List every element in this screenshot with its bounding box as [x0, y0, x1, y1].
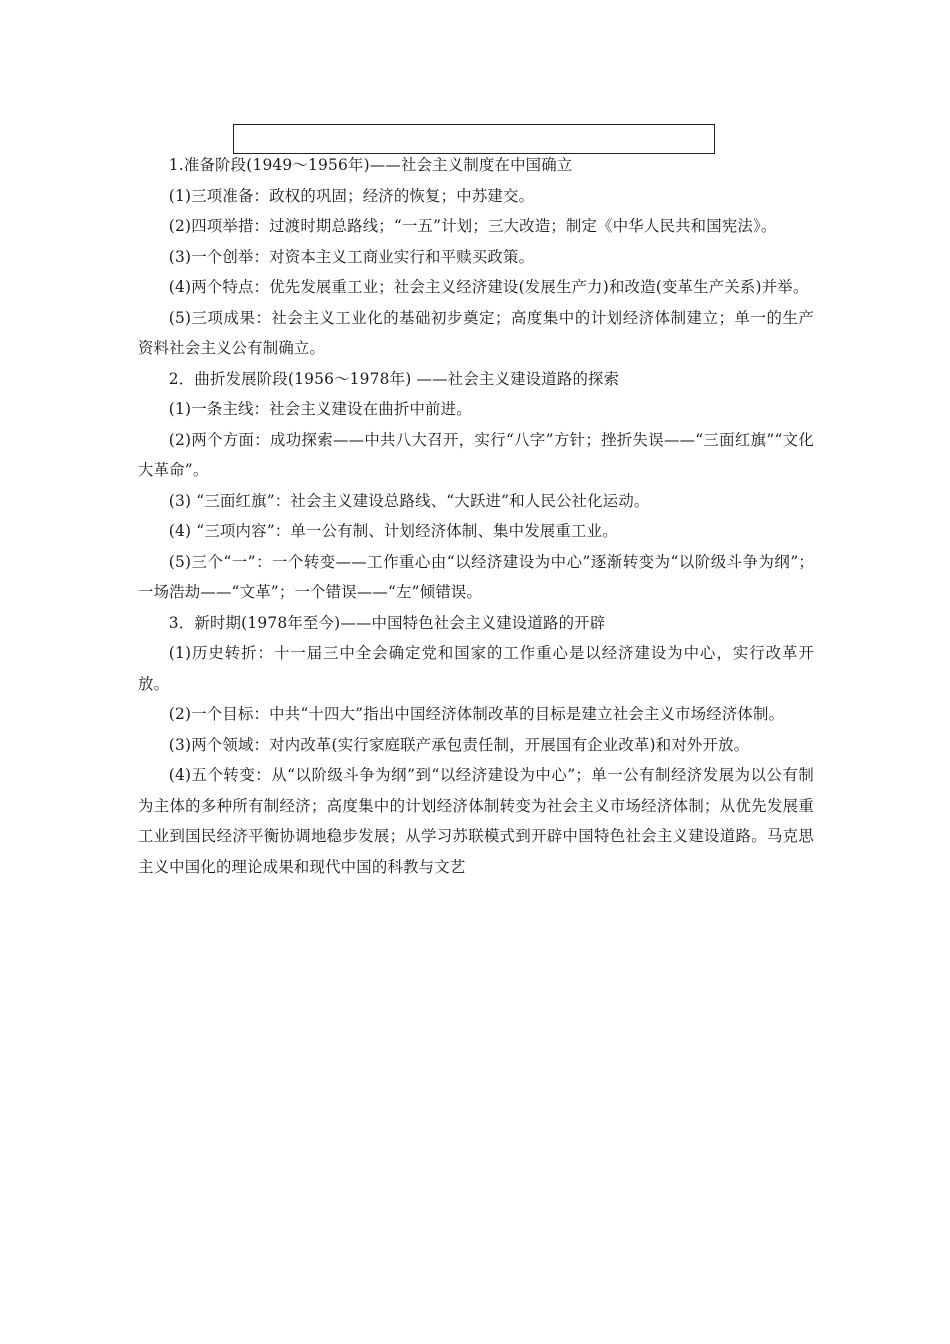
paragraph-1-4: (4)两个特点：优先发展重工业；社会主义经济建设(发展生产力)和改造(变革生产关系)并举。: [168, 278, 809, 296]
paragraph-3-4: (4)五个转变：从“以阶级斗争为纲”到“以经济建设为中心”；单一公有制经济发展为以公有制为主体的多种所有制经济；高度集中的计划经济体制转变为社会主义市场经济体制；从优先发展重工业到国民经济平衡协调地稳步发展；从学习苏联模式到开辟中国特色社会主义建设道路。马克思主义中国化的理论成果和现代中国的科教与文艺: [138, 766, 814, 876]
paragraph-2-3: (3) “三面红旗”：社会主义建设总路线、“大跃进”和人民公社化运动。: [168, 491, 650, 510]
paragraph-2-5: (5)三个“一”：一个转变——工作重心由“以经济建设为中心”逐渐转变为“以阶级斗争为纲”；一场浩劫——“文革”；一个错误——“左”倾错误。: [138, 552, 814, 601]
section-heading-2: 2．曲折发展阶段(1956～1978年) ——社会主义建设道路的探索: [168, 369, 620, 388]
paragraph-1-5: (5)三项成果：社会主义工业化的基础初步奠定；高度集中的计划经济体制建立；单一的生产资料社会主义公有制确立。: [138, 308, 814, 357]
paragraph-1-1: (1)三项准备：政权的巩固；经济的恢复；中苏建交。: [168, 186, 535, 205]
document-body: [138, 150, 814, 882]
paragraph-2-4: (4) “三项内容”：单一公有制、计划经济体制、集中发展重工业。: [168, 522, 618, 540]
section-heading-1: 1.准备阶段(1949～1956年)——社会主义制度在中国确立: [168, 156, 573, 174]
paragraph-1-3: (3)一个创举：对资本主义工商业实行和平赎买政策。: [168, 247, 535, 266]
paragraph-2-2: (2)两个方面：成功探索——中共八大召开，实行“八字”方针；挫折失误——“三面红旗”“文化大革命”。: [138, 430, 814, 479]
paragraph-3-2: (2)一个目标：中共“十四大”指出中国经济体制改革的目标是建立社会主义市场经济体制。: [168, 705, 785, 723]
paragraph-3-3: (3)两个领域：对内改革(实行家庭联产承包责任制，开展国有企业改革)和对外开放。: [168, 735, 750, 754]
paragraph-1-2: (2)四项举措：过渡时期总路线；“一五”计划；三大改造；制定《中华人民共和国宪法》。: [168, 217, 777, 235]
paragraph-3-1: (1)历史转折：十一届三中全会确定党和国家的工作重心是以经济建设为中心，实行改革开放。: [138, 644, 814, 693]
paragraph-2-1: (1)一条主线：社会主义建设在曲折中前进。: [168, 400, 472, 418]
section-heading-3: 3．新时期(1978年至今)——中国特色社会主义建设道路的开辟: [168, 613, 606, 632]
